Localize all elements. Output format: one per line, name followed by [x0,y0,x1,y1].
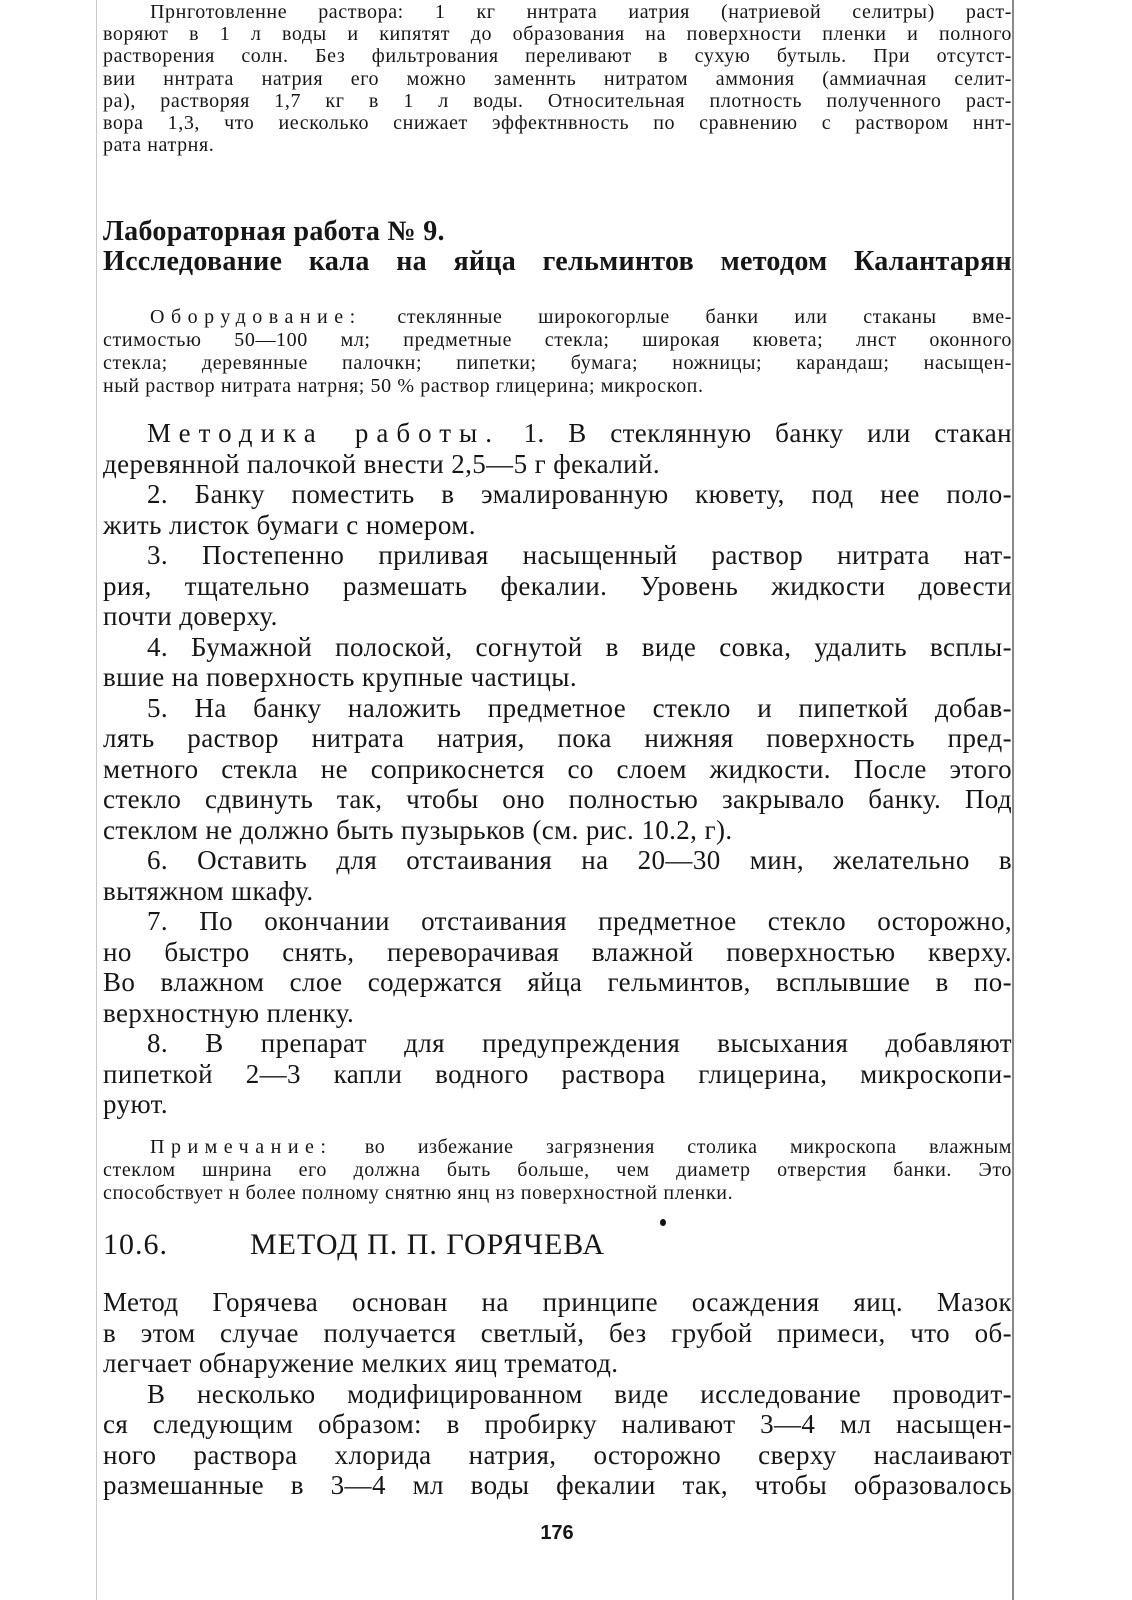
line-text: растворения солн. Без фильтрования переливают в сухую бутыль. При отсутст- [103,45,1012,68]
paragraph-lead: Примечание: [150,1136,333,1158]
line-text: 2. Банку поместить в эмалированную кювету, под нее поло- [147,479,1012,509]
line-text: вшие на поверхность крупные частицы. [103,662,577,692]
text-line [103,1318,1012,1349]
equipment-paragraph [103,306,1012,398]
line-text: стеклом не должно быть пузырьков (см. рис. 10.2, г). [103,814,733,845]
text-line [103,90,1012,112]
text-line [103,1089,1012,1120]
line-text: почти доверху. [103,601,278,631]
method-step [103,418,1012,479]
scan-edge-left [96,0,97,1600]
line-text: вии ннтрата натрия его можно заменнть нитратом аммония (аммиачная селит- [103,67,1012,90]
method-section [103,418,1012,1120]
line-text: в этом случае получается светлый, без грубой примеси, что об- [103,1317,1012,1348]
line-text: 3. Постепенно приливая насыщенный раствор нитрата нат- [147,540,1012,570]
line-text: жить листок бумаги с номером. [103,509,476,540]
lab-work-heading [103,217,1012,277]
line-text: 8. В препарат для предупреждения высыхания добавляют [147,1028,1012,1058]
text-line [103,845,1012,876]
text-line [103,68,1012,90]
text-line [103,45,1012,67]
text-line [103,1440,1012,1471]
line-text: 7. По окончании отстаивания предметное стекло осторожно, [147,906,1012,936]
lab-work-title: Лабораторная работа № 9. [103,216,445,247]
line-text: стекло сдвинуть так, чтобы оно полностью закрывало банку. Под [103,784,1012,814]
line-text: верхностную пленку. [103,997,355,1028]
line-text: стимостью 50—100 мл; предметные стекла; широкая кювета; лнст оконного [103,329,1012,351]
line-text: стеклянные широкогорлые банки или стаканы вме- [397,306,1013,328]
text-line [103,418,1012,449]
method-step [103,1028,1012,1120]
page-number: 176 [540,1522,574,1544]
text-line [103,571,1012,602]
line-text: ный раствор нитрата натрня; 50 % раствор глицерина; микроскоп. [103,375,704,397]
line-text: деревянной палочкой внести 2,5—5 г фекалий. [103,448,660,479]
goryachev-section [103,1287,1012,1501]
section-title: МЕТОД П. П. ГОРЯЧЕВА [250,1228,606,1261]
line-text: ного раствора хлорида натрия, осторожно сверху наслаивают [103,1439,1012,1470]
text-line [103,1409,1012,1440]
line-text: лять раствор нитрата натрия, пока нижняя поверхность пред- [103,723,1012,753]
text-line [103,998,1012,1029]
line-text: вытяжном шкафу. [103,875,314,906]
method-step [103,632,1012,693]
method-step [103,845,1012,906]
text-line [103,723,1012,754]
text-line [103,967,1012,998]
note-paragraph [103,1136,1012,1205]
method-step [103,479,1012,540]
line-text: метного стекла не соприкоснется со слоем жидкости. После этого [103,753,1012,784]
text-line [103,693,1012,724]
line-text: рата натрня. [103,134,215,157]
line-text: Во влажном слое содержатся яйца гельминтов, всплывшие в по- [103,967,1012,997]
text-line [103,112,1012,134]
text-line [103,632,1012,663]
text-line [103,1,1012,23]
method-step [103,693,1012,846]
text-line [103,134,1012,156]
text-line [103,329,1012,352]
line-text: 5. На банку наложить предметное стекло и пипеткой добав- [147,692,1012,723]
line-text: рия, тщательно размешать фекалии. Уровень жидкости довести [103,570,1012,601]
line-text: способствует н более полному снятню янц нз поверхностной пленки. [103,1182,734,1204]
text-line [103,784,1012,815]
method-step [103,906,1012,1028]
line-text: воряют в 1 л воды и кипятят до образования на поверхности пленки и полного [103,23,1012,46]
text-line [103,510,1012,541]
text-line [103,906,1012,937]
method-step [103,540,1012,632]
text-line [103,449,1012,480]
text-line [103,754,1012,785]
line-text: вора 1,3, что иесколько снижает эффектнвность по сравнению с раствором ннт- [103,112,1012,135]
paragraph-lead: Оборудование: [150,306,362,328]
scan-edge-right [1012,0,1014,1600]
text-line [103,876,1012,907]
line-text: 4. Бумажной полоской, согнутой в виде совка, удалить всплы- [147,631,1012,662]
line-text: стеклом шнрина его должна быть больше, чем диаметр отверстия банки. Это [103,1159,1012,1181]
text-line [103,306,1012,329]
body-paragraph [103,1287,1012,1379]
text-line [103,23,1012,45]
text-line [103,375,1012,398]
solution-preparation-paragraph [103,1,1012,156]
line-text: ра), растворяя 1,7 кг в 1 л воды. Относительная плотность полученного раст- [103,89,1012,112]
scan-speck [660,1219,666,1226]
line-text: размешанные в 3—4 мл воды фекалии так, чтобы образовалось [103,1470,1012,1500]
line-text: руют. [103,1089,168,1119]
line-text: 6. Оставить для отстаивания на 20—30 мин, желательно в [147,845,1012,875]
text-line [103,352,1012,375]
text-line [103,1136,1012,1159]
line-text: но быстро снять, переворачивая влажной поверхностью кверху. [103,936,1012,967]
text-line [103,815,1012,846]
text-line [103,1159,1012,1182]
line-text: легчает обнаружение мелких яиц трематод. [103,1348,619,1378]
line-text: во избежание загрязнения столика микроскопа влажным [364,1136,1012,1158]
line-text: стекла; деревянные палочкн; пипетки; бумага; ножницы; карандаш; насыщен- [103,352,1012,374]
text-line [103,1348,1012,1379]
text-line [103,1379,1012,1410]
line-text: Метод Горячева основан на принципе осаждения яиц. Мазок [103,1287,1012,1317]
text-line [103,662,1012,693]
text-line [103,601,1012,632]
text-line [103,937,1012,968]
text-line [103,1182,1012,1205]
line-text: Прнготовленне раствора: 1 кг ннтрата иатрия (натриевой селитры) раст- [150,1,1012,23]
text-line [103,479,1012,510]
text-line [103,1028,1012,1059]
body-paragraph [103,1379,1012,1501]
text-line [103,1059,1012,1090]
lab-work-subtitle: Исследование кала на яйца гельминтов методом Калантарян [103,246,1012,277]
section-number: 10.6. [103,1228,168,1261]
text-line [103,1470,1012,1501]
line-text: 1. В стеклянную банку или стакан [523,418,1012,448]
line-text: пипеткой 2—3 капли водного раствора глицерина, микроскопи- [103,1058,1012,1089]
line-text: ся следующим образом: в пробирку наливают 3—4 мл насыщен- [103,1409,1012,1439]
text-line [103,1287,1012,1318]
text-line [103,540,1012,571]
line-text: В несколько модифицированном виде исследование проводит- [147,1378,1012,1409]
section-heading [0,1227,1132,1263]
paragraph-lead: Методика работы. [147,418,500,448]
